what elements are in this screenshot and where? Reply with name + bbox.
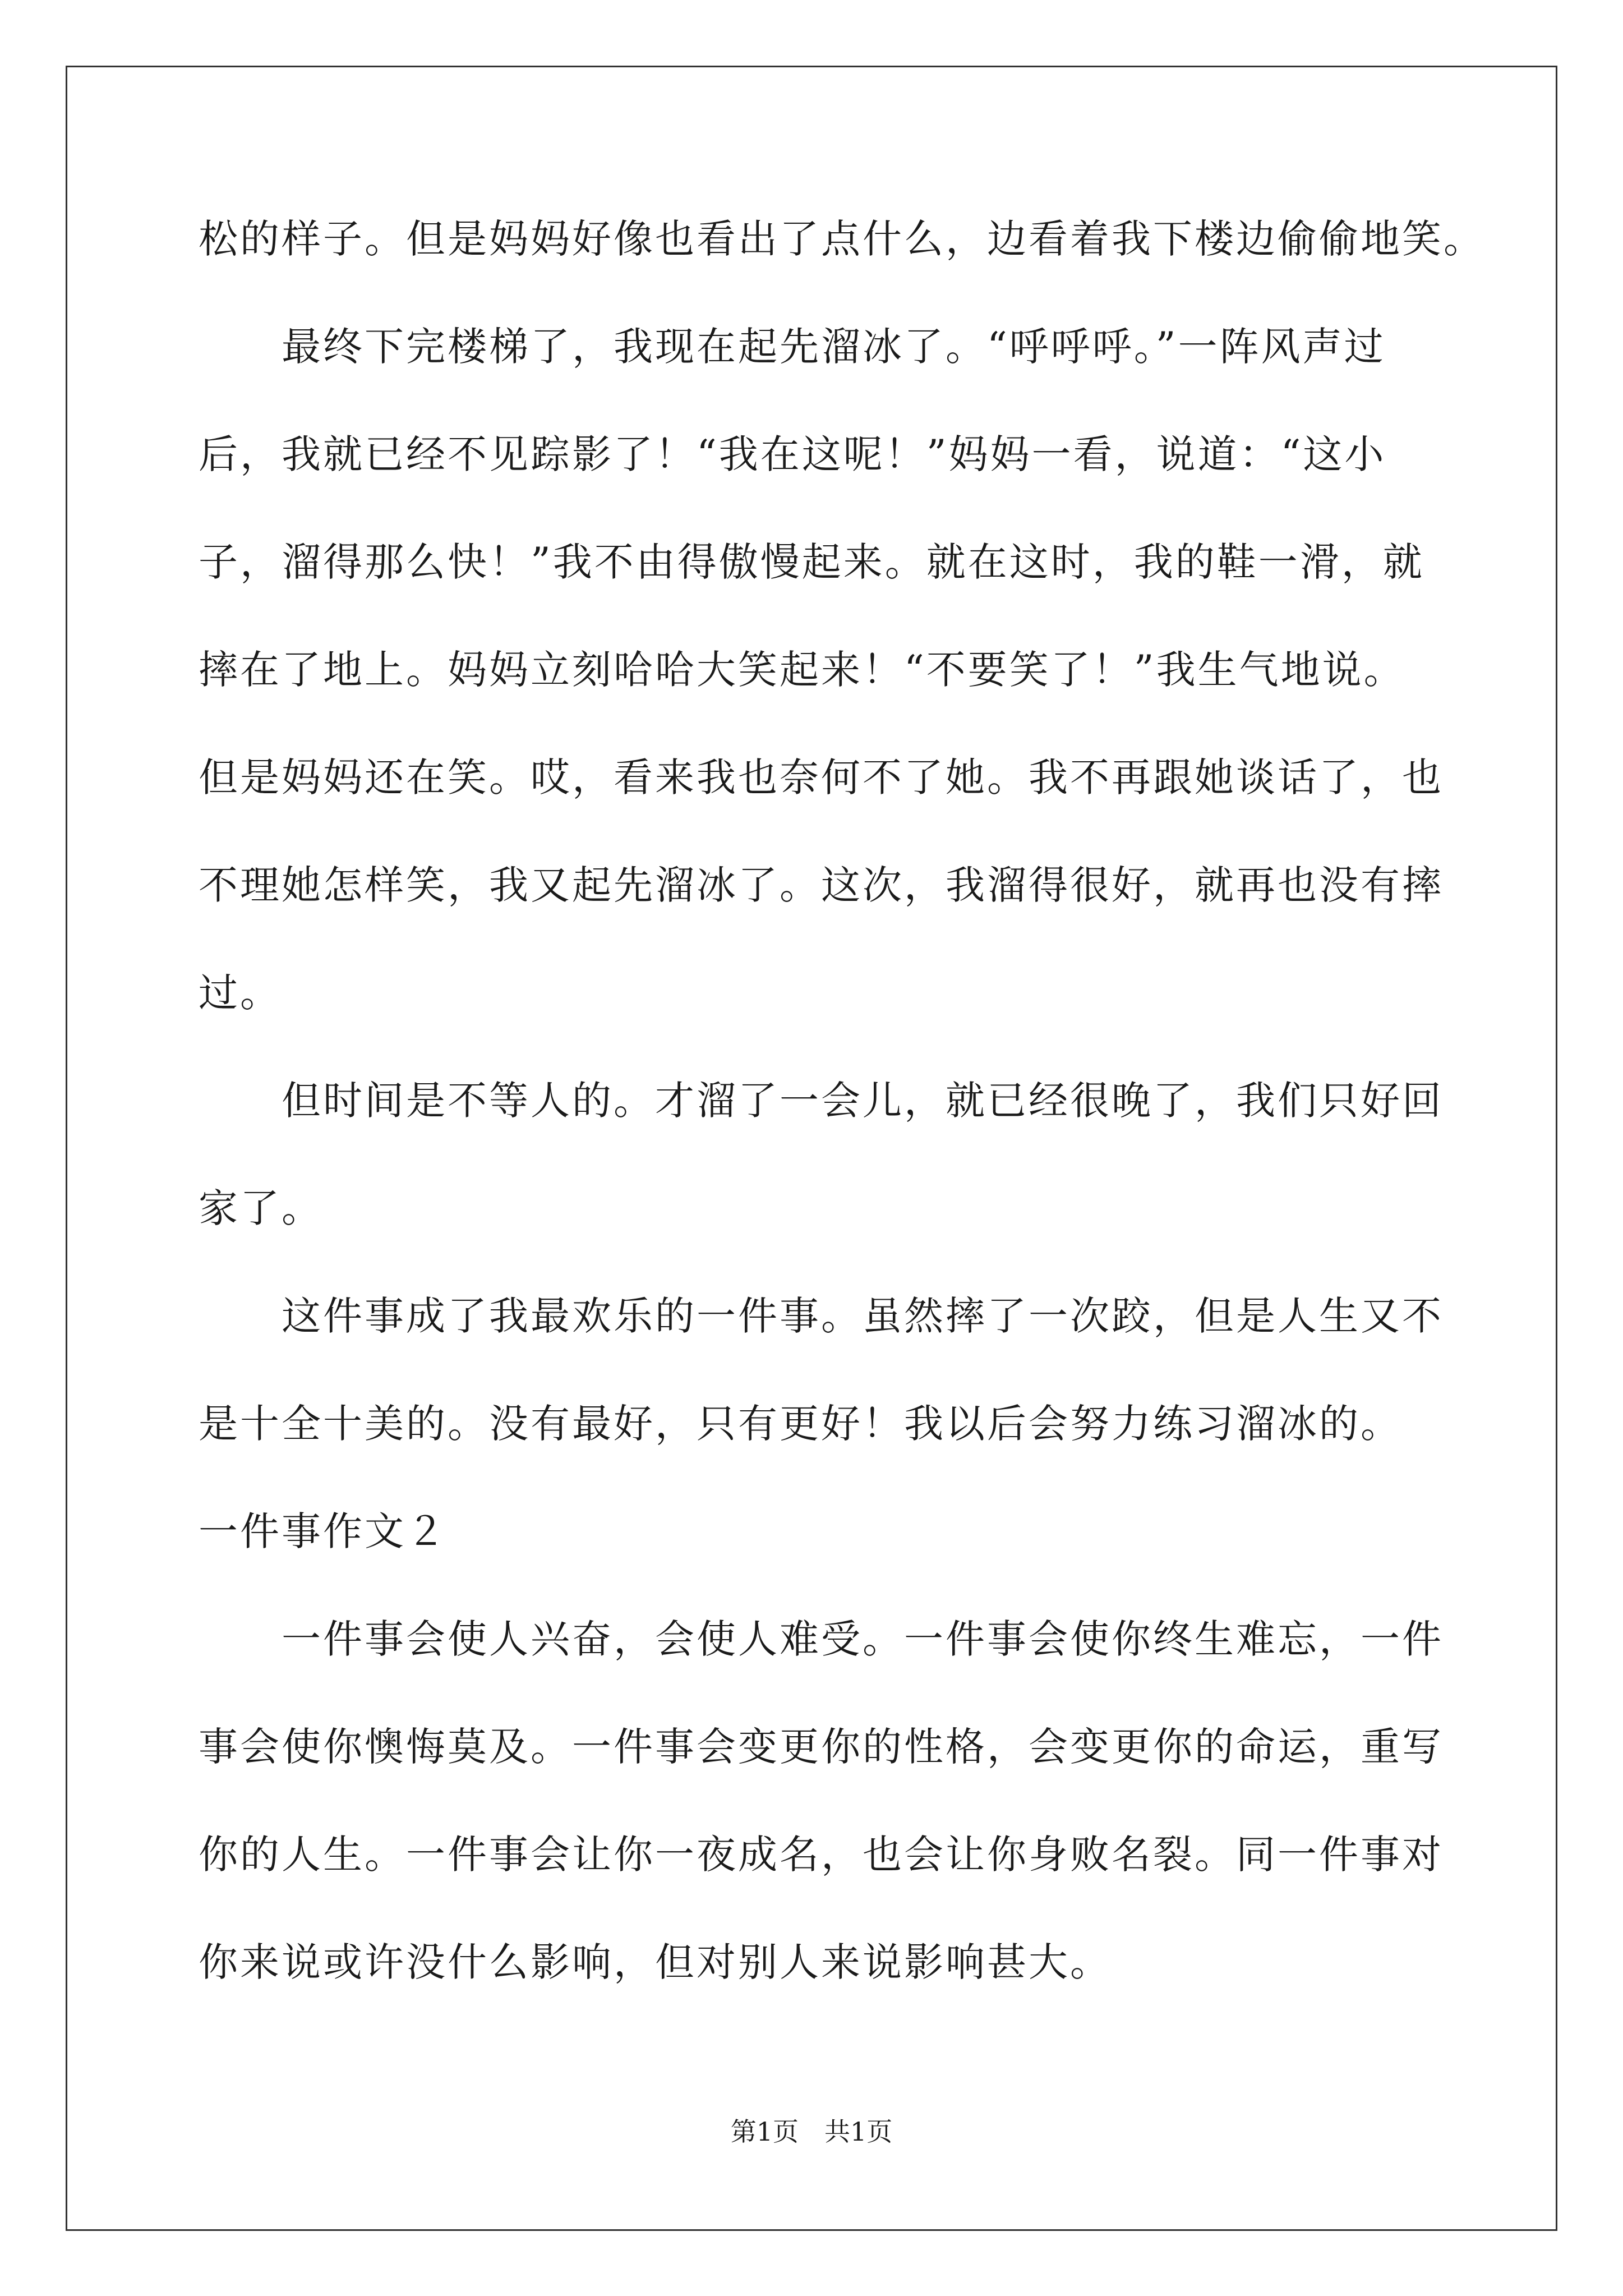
text-line: 你的人生。一件事会让你一夜成名，也会让你身败名裂。同一件事对 (199, 1832, 1444, 1878)
text-line: 是十全十美的。没有最好，只有更好！我以后会努力练习溜冰的。 (199, 1401, 1402, 1447)
text-line: 但时间是不等人的。才溜了一会儿，就已经很晚了，我们只好回 (282, 1078, 1444, 1124)
text-line: 子，溜得那么快！”我不由得傲慢起来。就在这时，我的鞋一滑，就 (199, 539, 1424, 585)
text-line: 家了。 (199, 1185, 323, 1231)
text-line: 但是妈妈还在笑。哎，看来我也奈何不了她。我不再跟她谈话了，也 (199, 754, 1444, 800)
section-heading: 一件事作文２ (199, 1508, 448, 1554)
text-line: 过。 (199, 970, 282, 1016)
text-line: 松的样子。但是妈妈好像也看出了点什么，边看着我下楼边偷偷地笑。 (199, 216, 1485, 262)
text-line: 这件事成了我最欢乐的一件事。虽然摔了一次跤，但是人生又不 (282, 1293, 1444, 1339)
text-line: 事会使你懊悔莫及。一件事会变更你的性格，会变更你的命运，重写 (199, 1724, 1444, 1770)
page-number-footer: 第1页 共1页 (730, 2116, 893, 2147)
text-line: 后，我就已经不见踪影了！“我在这呢！”妈妈一看，说道：“这小 (199, 431, 1386, 477)
text-line: 不理她怎样笑，我又起先溜冰了。这次，我溜得很好，就再也没有摔 (199, 862, 1444, 908)
text-line: 摔在了地上。妈妈立刻哈哈大笑起来！“不要笑了！”我生气地说。 (199, 647, 1405, 693)
text-line: 你来说或许没什么影响，但对别人来说影响甚大。 (199, 1939, 1112, 1985)
text-line: 一件事会使人兴奋，会使人难受。一件事会使你终生难忘，一件 (282, 1616, 1444, 1662)
text-line: 最终下完楼梯了，我现在起先溜冰了。“呼呼呼。”一阵风声过 (282, 324, 1386, 370)
document-body (199, 185, 1485, 2016)
